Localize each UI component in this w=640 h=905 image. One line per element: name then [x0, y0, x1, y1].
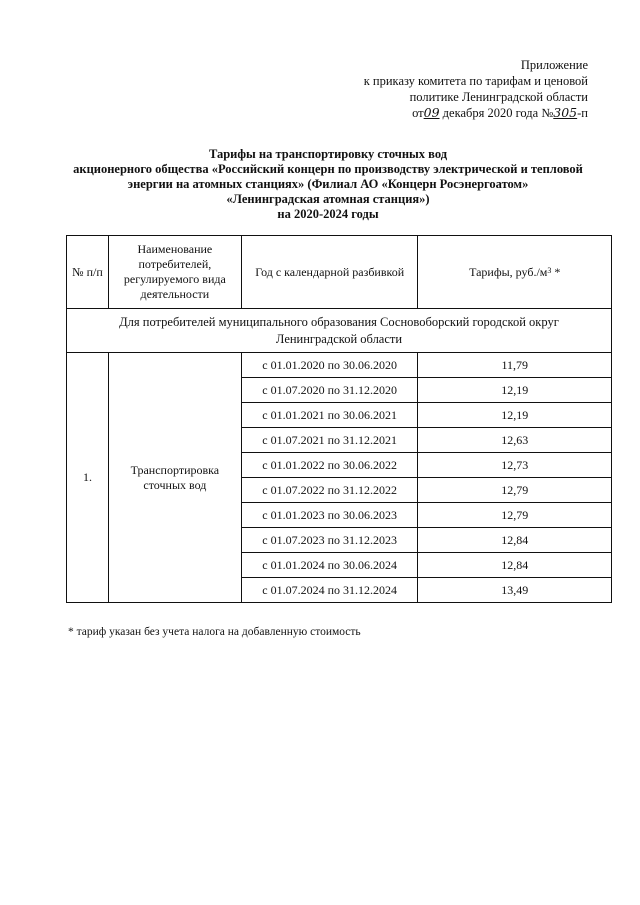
row-number: 1. [67, 353, 109, 603]
title-line5: на 2020-2024 годы [277, 207, 379, 221]
activity-text: Транспортировка сточных вод [130, 462, 220, 492]
title-line3: энергии на атомных станциях» (Филиал АО «Концерн Росэнергоатом» [127, 177, 529, 191]
period-cell: с 01.07.2023 по 31.12.2023 [241, 528, 418, 553]
header-tariff-text: Тарифы, руб./м [469, 264, 548, 279]
period-cell: с 01.01.2022 по 30.06.2022 [241, 453, 418, 478]
table-row [67, 353, 612, 378]
header-tariff [418, 236, 612, 309]
tariff-cell: 12,84 [418, 553, 612, 578]
date-prefix: от [412, 106, 424, 120]
header-tariff-star: * [551, 264, 561, 279]
table-header-row [67, 236, 612, 309]
tariff-cell: 12,84 [418, 528, 612, 553]
document-title [58, 147, 598, 222]
period-cell: с 01.07.2021 по 31.12.2021 [241, 428, 418, 453]
tariff-cell: 12,73 [418, 453, 612, 478]
section-row [67, 309, 612, 353]
tariff-table [66, 235, 612, 603]
tariff-cell: 12,79 [418, 503, 612, 528]
period-cell: с 01.01.2023 по 30.06.2023 [241, 503, 418, 528]
header-num: № п/п [67, 236, 109, 309]
period-cell: с 01.01.2020 по 30.06.2020 [241, 353, 418, 378]
appendix-line1: Приложение [520, 58, 588, 72]
period-cell: с 01.07.2022 по 31.12.2022 [241, 478, 418, 503]
header-tariff-sup: 3 [547, 265, 552, 275]
header-period: Год с календарной разбивкой [241, 236, 418, 309]
tariff-cell: 12,63 [418, 428, 612, 453]
number-suffix: -п [577, 106, 588, 120]
appendix-block [348, 57, 588, 121]
title-line2: акционерного общества «Российский концерн по производству электрической и тепловой [73, 162, 583, 176]
date-mid: декабря 2020 года № [442, 106, 554, 120]
title-line4: «Ленинградская атомная станция») [226, 192, 430, 206]
section-cell [67, 309, 612, 353]
appendix-line3: политике Ленинградской области [409, 90, 588, 104]
period-cell: с 01.07.2024 по 31.12.2024 [241, 578, 418, 603]
period-cell: с 01.01.2024 по 30.06.2024 [241, 553, 418, 578]
section-text: Для потребителей муниципального образования Сосновоборский городской округ Ленинградской области [119, 314, 559, 346]
header-name-text: Наименование потребителей, регулируемого вида деятельности [123, 242, 226, 301]
tariff-cell: 13,49 [418, 578, 612, 603]
tariff-cell: 11,79 [418, 353, 612, 378]
header-name [108, 236, 241, 309]
appendix-line2: к приказу комитета по тарифам и ценовой [363, 74, 588, 88]
tariff-cell: 12,19 [418, 403, 612, 428]
activity-name [108, 353, 241, 603]
tariff-cell: 12,79 [418, 478, 612, 503]
handwritten-number: 305 [553, 105, 578, 120]
title-line1: Тарифы на транспортировку сточных вод [208, 147, 448, 161]
handwritten-day: 09 [423, 105, 440, 120]
tariff-cell: 12,19 [418, 378, 612, 403]
footnote: * тариф указан без учета налога на добавленную стоимость [68, 626, 361, 638]
appendix-date [348, 105, 588, 121]
period-cell: с 01.07.2020 по 31.12.2020 [241, 378, 418, 403]
period-cell: с 01.01.2021 по 30.06.2021 [241, 403, 418, 428]
